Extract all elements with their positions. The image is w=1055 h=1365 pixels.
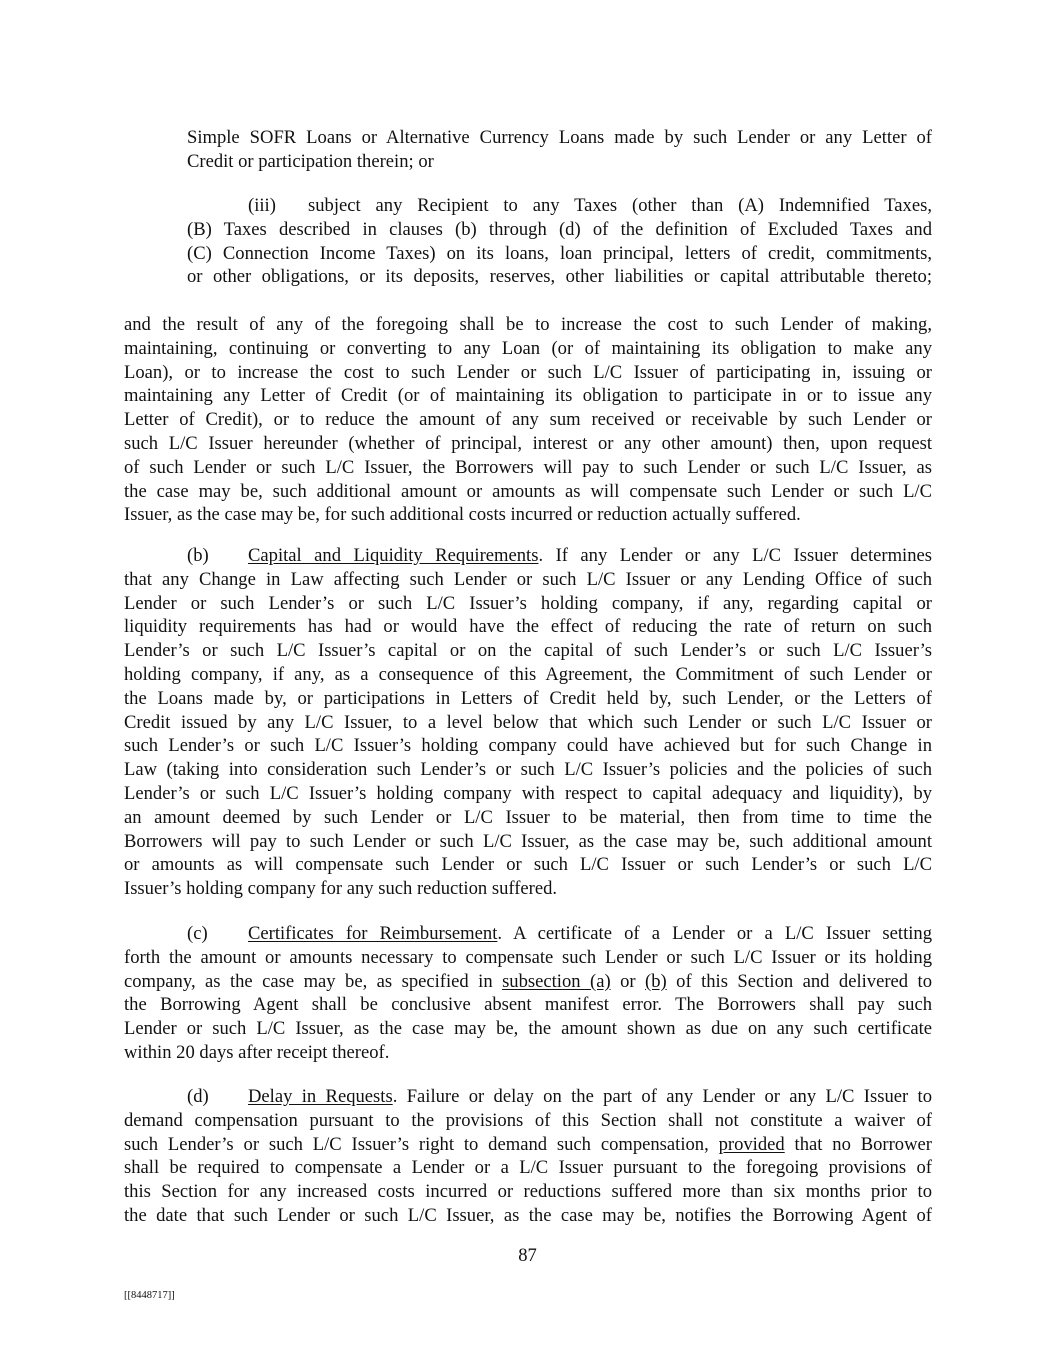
- text-line: [124, 922, 932, 946]
- text-line: maintaining any Letter of Credit (or of maintaining its obligation to participate in or to issue any: [124, 385, 932, 407]
- text-line: [124, 1085, 932, 1109]
- section-label: (c): [187, 923, 208, 944]
- text-segment: that no Borrower: [784, 1133, 932, 1155]
- text-line: the Borrowing Agent shall be conclusive absent manifest error. The Borrowers shall pay such: [124, 994, 932, 1016]
- text-line: maintaining, continuing or converting to any Loan (or of maintaining its obligation to make any: [124, 337, 932, 359]
- text-line: Issuer’s holding company for any such reduction suffered.: [124, 878, 558, 900]
- text-segment: company, as the case may be, as specified in: [124, 970, 503, 992]
- result-paragraph: [124, 313, 932, 527]
- text-line: or other obligations, or its deposits, reserves, other liabilities or capital attributable thereto;: [187, 266, 932, 288]
- text-segment: or: [610, 970, 646, 992]
- subsection-a-reference-link[interactable]: subsection (a): [502, 970, 611, 992]
- subsection-b-reference-link[interactable]: (b): [645, 970, 667, 992]
- section-label: (b): [187, 545, 209, 566]
- section-c-certificates: [124, 922, 932, 1065]
- text-line: liquidity requirements has had or would have the effect of reducing the rate of return on such: [124, 616, 932, 638]
- text-line: Issuer, as the case may be, for such additional costs incurred or reduction actually suffered.: [124, 504, 801, 526]
- section-label: (d): [187, 1086, 209, 1107]
- text-line: Simple SOFR Loans or Alternative Currency Loans made by such Lender or any Letter of: [187, 127, 932, 148]
- text-segment: of this Section and delivered to: [666, 970, 932, 992]
- clause-label: (iii): [248, 195, 276, 216]
- section-heading: Certificates for Reimbursement: [248, 923, 498, 944]
- provided-emphasis: provided: [718, 1133, 785, 1155]
- text-line: the Loans made by, or participations in Letters of Credit held by, such Lender, or the Letters of: [124, 687, 932, 709]
- text-line: shall be required to compensate a Lender or a L/C Issuer pursuant to the foregoing provisions of: [124, 1157, 932, 1179]
- text-line: [124, 970, 932, 994]
- text-line: and the result of any of the foregoing shall be to increase the cost to such Lender of making,: [124, 314, 932, 335]
- text-line: Law (taking into consideration such Lender’s or such L/C Issuer’s policies and the policies of such: [124, 759, 932, 781]
- text-line: the case may be, such additional amount or amounts as will compensate such Lender or such L/C: [124, 480, 932, 502]
- text-line: Lender’s or such L/C Issuer’s capital or on the capital of such Lender’s or such L/C Issuer’s: [124, 640, 932, 662]
- text-line: (C) Connection Income Taxes) on its loans, loan principal, letters of credit, commitments,: [187, 242, 932, 264]
- text-line: of such Lender or such L/C Issuer, the Borrowers will pay to such Lender or such L/C Issuer, as: [124, 456, 932, 478]
- text-line: such L/C Issuer hereunder (whether of principal, interest or any other amount) then, upon request: [124, 432, 932, 454]
- text-line: Lender’s or such L/C Issuer’s holding company with respect to capital adequacy and liquidity), by: [124, 782, 932, 804]
- clause-iii: [187, 194, 932, 289]
- text-line: such Lender’s or such L/C Issuer’s holding company could have achieved but for such Change in: [124, 735, 932, 757]
- text-line: Lender or such Lender’s or such L/C Issuer’s holding company, if any, regarding capital or: [124, 592, 932, 614]
- text-line: that any Change in Law affecting such Lender or such L/C Issuer or any Lending Office of such: [124, 568, 932, 590]
- section-b-capital-liquidity: [124, 544, 932, 901]
- text-line: or amounts as will compensate such Lender or such L/C Issuer or such Lender’s or such L/C: [124, 854, 932, 876]
- clause-text: subject any Recipient to any Taxes (other than (A) Indemnified Taxes,: [308, 195, 932, 216]
- text-line: this Section for any increased costs incurred or reductions suffered more than six months prior to: [124, 1181, 932, 1203]
- section-text: . If any Lender or any L/C Issuer determines: [538, 545, 932, 566]
- text-line: the date that such Lender or such L/C Issuer, as the case may be, notifies the Borrowing Agent of: [124, 1204, 932, 1226]
- document-id: [[8448717]]: [124, 1290, 175, 1301]
- text-line: [187, 194, 932, 218]
- text-line: within 20 days after receipt thereof.: [124, 1041, 390, 1063]
- text-line: [124, 1133, 932, 1157]
- text-line: an amount deemed by such Lender or L/C Issuer to be material, then from time to time the: [124, 806, 932, 828]
- text-line: Letter of Credit), or to reduce the amount of any sum received or receivable by such Lender or: [124, 409, 932, 431]
- text-line: Credit issued by any L/C Issuer, to a level below that which such Lender or such L/C Issuer or: [124, 711, 932, 733]
- text-line: Borrowers will pay to such Lender or such L/C Issuer, as the case may be, such additional amount: [124, 830, 932, 852]
- section-text: . A certificate of a Lender or a L/C Issuer setting: [497, 923, 932, 944]
- text-line: demand compensation pursuant to the provisions of this Section shall not constitute a waiver of: [124, 1109, 932, 1131]
- text-segment: such Lender’s or such L/C Issuer’s right to demand such compensation,: [124, 1133, 719, 1155]
- text-line: forth the amount or amounts necessary to compensate such Lender or such L/C Issuer or its holding: [124, 946, 932, 968]
- text-line: Credit or participation therein; or: [187, 150, 434, 172]
- text-line: [124, 544, 932, 568]
- text-line: Lender or such L/C Issuer, as the case may be, the amount shown as due on any such certificate: [124, 1018, 932, 1040]
- section-text: . Failure or delay on the part of any Lender or any L/C Issuer to: [392, 1086, 932, 1107]
- text-line: Loan), or to increase the cost to such Lender or such L/C Issuer of participating in, issuing or: [124, 361, 932, 383]
- section-heading: Capital and Liquidity Requirements: [248, 545, 539, 566]
- clause-ii-continuation: [187, 126, 932, 174]
- text-line: holding company, if any, as a consequence of this Agreement, the Commitment of such Lender or: [124, 663, 932, 685]
- page-number: 87: [518, 1245, 537, 1266]
- section-d-delay-in-requests: [124, 1085, 932, 1228]
- section-heading: Delay in Requests: [248, 1086, 393, 1107]
- text-line: (B) Taxes described in clauses (b) through (d) of the definition of Excluded Taxes and: [187, 218, 932, 240]
